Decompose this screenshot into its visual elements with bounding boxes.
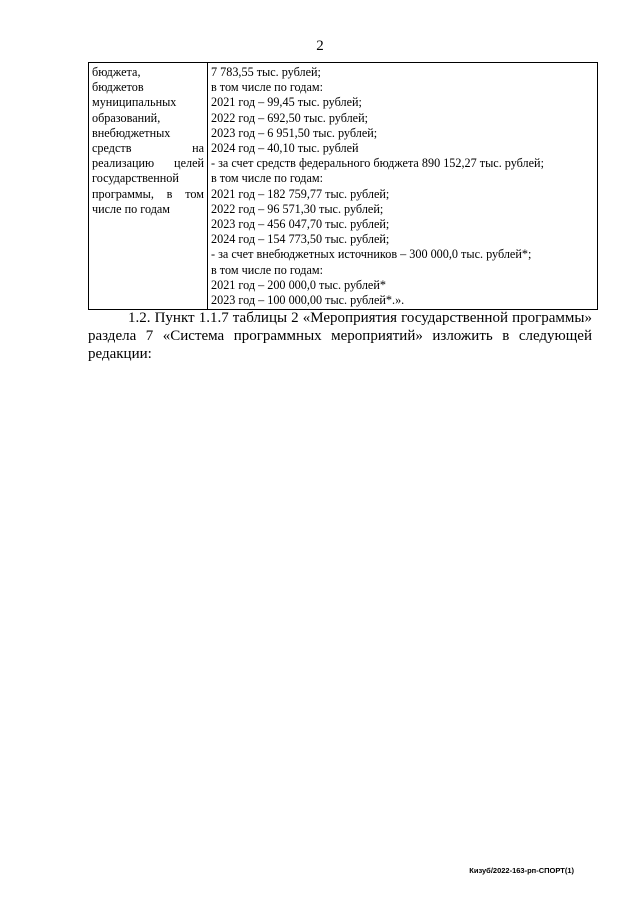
amount-line: 2023 год – 6 951,50 тыс. рублей; [211,125,378,140]
left-line: числе по годам [92,201,171,216]
amount-line: в том числе по годам: [211,262,323,277]
amount-line: 2021 год – 99,45 тыс. рублей; [211,95,362,110]
amount-line: в том числе по годам: [211,80,323,95]
amount-line: 2024 год – 40,10 тыс. рублей [211,141,359,156]
left-line: средств на [92,141,204,156]
amount-line: 2021 год – 200 000,0 тыс. рублей* [211,277,386,292]
amount-line: 2023 год – 100 000,00 тыс. рублей*.». [211,293,405,308]
amount-line: 2022 год – 96 571,30 тыс. рублей; [211,201,384,216]
funding-table [88,62,598,310]
amendment-paragraph: 1.2. Пункт 1.1.7 таблицы 2 «Мероприятия государственной программы» раздела 7 «Система программных мероприятий» изложить в следующей редакции: [88,310,592,362]
amount-line: 2022 год – 692,50 тыс. рублей; [211,110,368,125]
left-line: бюджетов [92,80,144,95]
amount-line: 7 783,55 тыс. рублей; [211,65,321,79]
left-line: государственной [92,171,179,186]
left-line: бюджета, [92,65,141,79]
left-line: образований, [92,110,161,125]
funding-source-label-cell [89,63,208,310]
left-line: внебюджетных [92,125,171,140]
left-line: муниципальных [92,95,177,110]
amount-line: 2023 год – 456 047,70 тыс. рублей; [211,217,390,232]
document-code: Кизуб/2022-163-рп-СПОРТ(1) [469,866,574,875]
amount-line: в том числе по годам: [211,171,323,186]
amount-line: 2021 год – 182 759,77 тыс. рублей; [211,186,390,201]
table-row [89,63,598,310]
amount-line: - за счет внебюджетных источников – 300 000,0 тыс. рублей*; [211,247,532,262]
amount-line: - за счет средств федерального бюджета 890 152,27 тыс. рублей; [211,156,544,171]
left-line: реализацию целей [92,156,204,171]
page-number: 2 [316,38,324,54]
amount-line: 2024 год – 154 773,50 тыс. рублей; [211,232,390,247]
funding-amounts-cell [208,63,598,310]
left-line: программы, в том [92,186,204,201]
